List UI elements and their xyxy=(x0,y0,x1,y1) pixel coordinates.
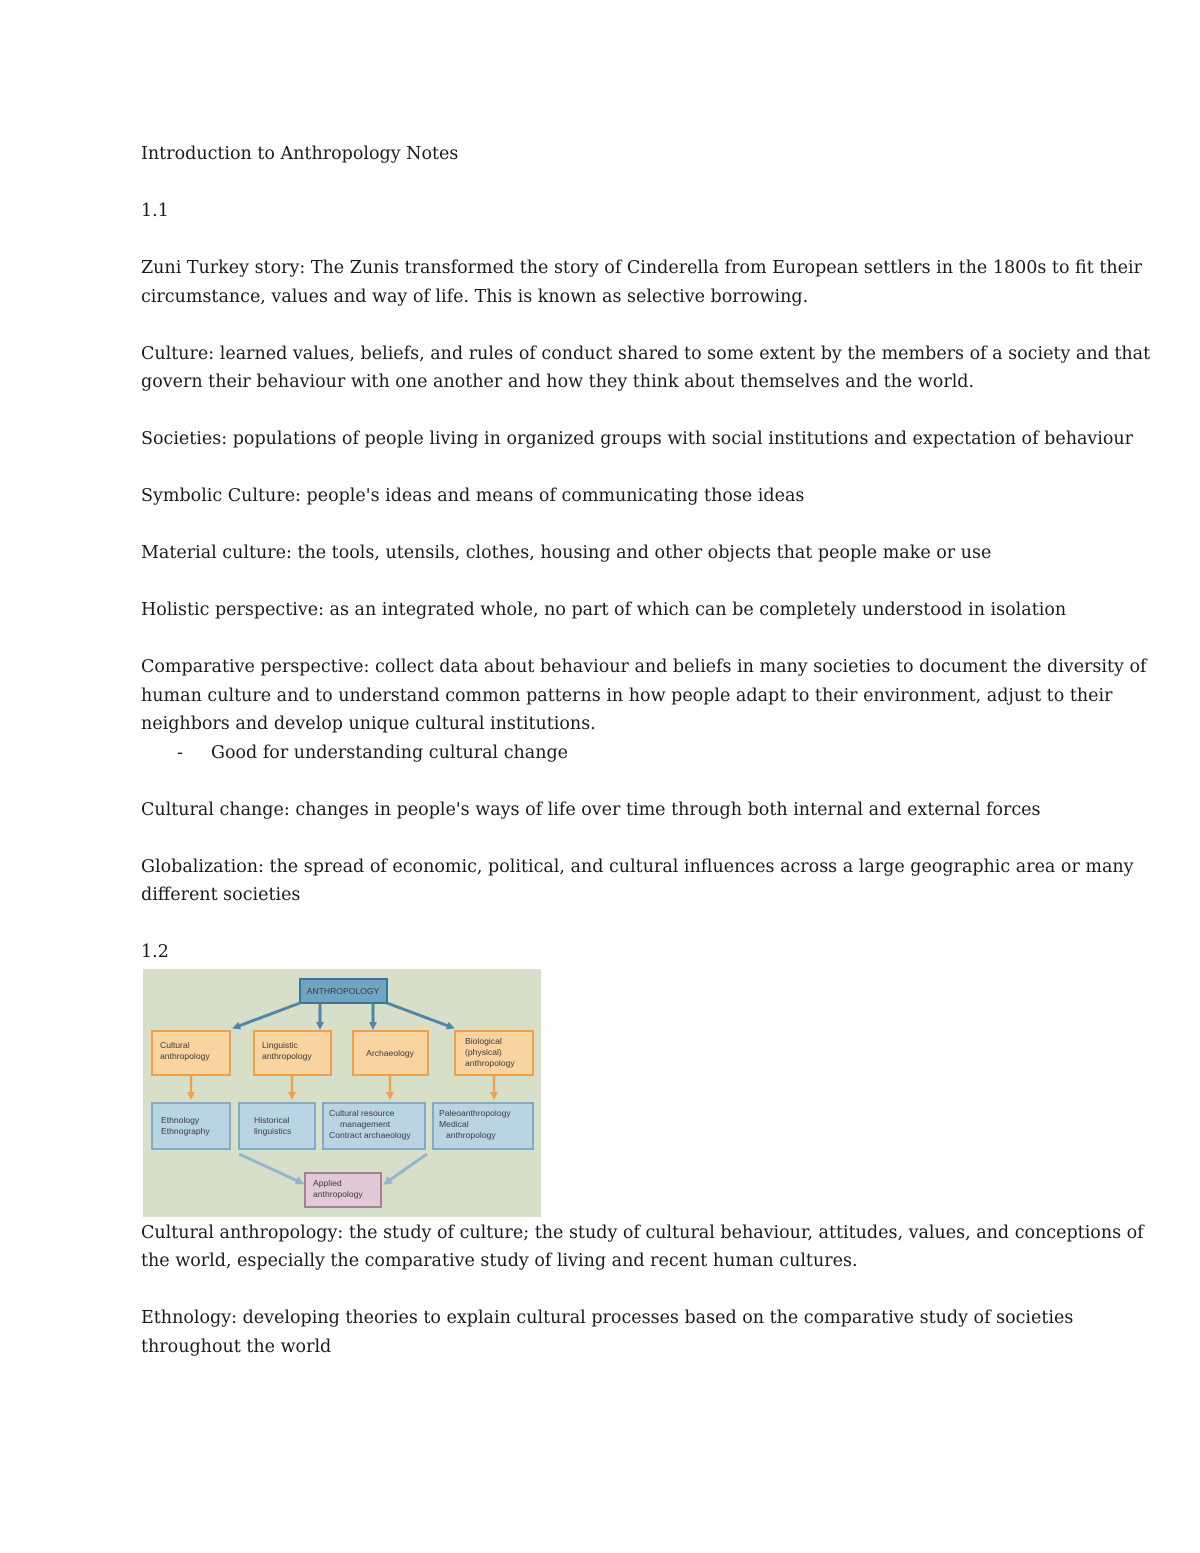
node-historical-line2: linguistics xyxy=(254,1125,292,1136)
node-linguistic-line2: anthropology xyxy=(262,1050,312,1061)
node-ethnology-line1: Ethnology xyxy=(161,1114,200,1125)
node-biological-line3: anthropology xyxy=(465,1057,515,1068)
paragraph-comparative: Comparative perspective: collect data about behaviour and beliefs in many societies to document the diversity of human culture and to understand common patterns in how people adapt to their environment, adjust to their neighbors and develop unique cultural institutions. xyxy=(141,657,1147,734)
document-title: Introduction to Anthropology Notes xyxy=(141,144,459,164)
node-paleo-line3: anthropology xyxy=(446,1129,496,1140)
paragraph-cultural-anthropology: Cultural anthropology: the study of culture; the study of cultural behaviour, attitudes, values, and conceptions of the world, especially the comparative study of living and recent human cultures. xyxy=(141,1222,1144,1271)
node-archaeology-label: Archaeology xyxy=(366,1047,414,1058)
node-anthropology-label: ANTHROPOLOGY xyxy=(306,985,380,996)
node-biological-line1: Biological xyxy=(465,1035,502,1046)
node-cultural-line2: anthropology xyxy=(160,1050,210,1061)
node-paleo-line1: Paleoanthropology xyxy=(439,1107,511,1118)
paragraph-material-culture: Material culture: the tools, utensils, clothes, housing and other objects that people make or use xyxy=(141,543,992,563)
paragraph-societies: Societies: populations of people living in organized groups with social institutions and expectation of behaviour xyxy=(141,429,1134,449)
bullet-text: Good for understanding cultural change xyxy=(211,742,569,763)
node-applied-line1: Applied xyxy=(313,1177,342,1188)
paragraph-zuni: Zuni Turkey story: The Zunis transformed the story of Cinderella from European settlers in the 1800s to fit their circumstance, values and way of life. This is known as selective borrowing. xyxy=(141,258,1142,307)
paragraph-ethnology: Ethnology: developing theories to explain cultural processes based on the comparative study of societies throughout the world xyxy=(141,1308,1074,1357)
node-historical-line1: Historical xyxy=(254,1114,290,1125)
node-cultural-line1: Cultural xyxy=(160,1039,190,1050)
node-applied-line2: anthropology xyxy=(313,1188,363,1199)
bullet-dash: - xyxy=(177,742,183,763)
node-crm-line3: Contract archaeology xyxy=(329,1129,411,1140)
node-linguistic-line1: Linguistic xyxy=(262,1039,298,1050)
section-heading-1-2: 1.2 xyxy=(141,942,169,962)
paragraph-culture: Culture: learned values, beliefs, and rules of conduct shared to some extent by the members of a society and that govern their behaviour with one another and how they think about themselves and the world. xyxy=(141,343,1151,392)
node-paleo-line2: Medical xyxy=(439,1118,469,1129)
node-crm-line2: management xyxy=(340,1118,391,1129)
anthropology-subfields-diagram xyxy=(143,969,541,1217)
node-ethnology-line2: Ethnography xyxy=(161,1125,210,1136)
paragraph-symbolic-culture: Symbolic Culture: people's ideas and means of communicating those ideas xyxy=(141,486,805,506)
paragraph-holistic: Holistic perspective: as an integrated whole, no part of which can be completely understood in isolation xyxy=(141,600,1067,620)
paragraph-globalization: Globalization: the spread of economic, political, and cultural influences across a large geographic area or many different societies xyxy=(141,856,1134,905)
document-body xyxy=(141,140,1151,1361)
node-biological-line2: (physical) xyxy=(465,1046,502,1057)
bullet-item xyxy=(141,739,1151,768)
node-crm-line1: Cultural resource xyxy=(329,1107,395,1118)
paragraph-cultural-change: Cultural change: changes in people's ways of life over time through both internal and external forces xyxy=(141,799,1041,820)
section-heading-1-1: 1.1 xyxy=(141,201,169,221)
